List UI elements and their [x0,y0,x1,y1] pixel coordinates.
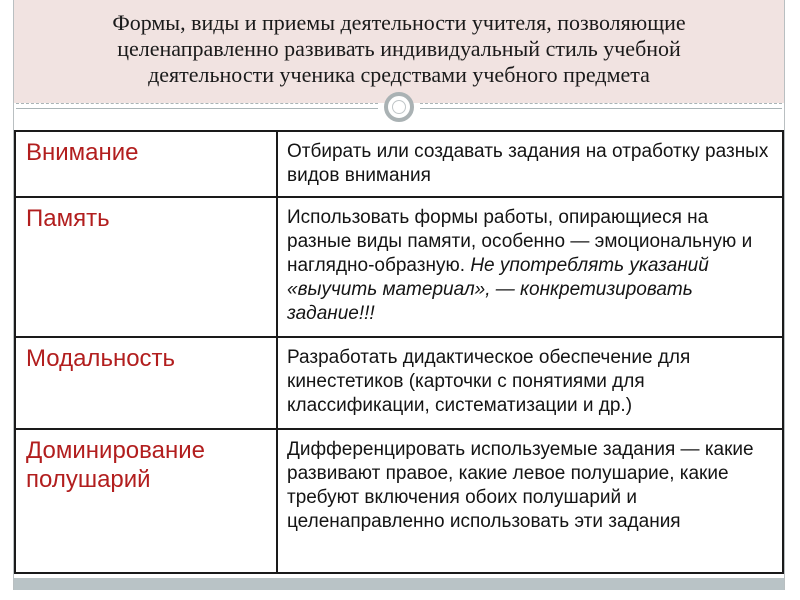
row-term: Модальность [15,337,277,429]
row-text-italic: Не употреблять указаний «выучить материал», — конкретизировать задание!!! [287,255,709,324]
row-text: Дифференцировать используемые задания — какие развивают правое, какие левое полушарие, какие требуют включения обоих полушарий и целенаправленно использовать эти задания [287,439,754,532]
row-term: Доминирование полушарий [15,429,277,573]
table-row [15,131,783,197]
slide-title [14,10,784,88]
title-line-3: деятельности ученика средствами учебного предмета [148,62,650,87]
content-table [14,130,784,574]
title-line-1: Формы, виды и приемы деятельности учителя, позволяющие [112,10,686,35]
table-row [15,337,783,429]
row-term: Память [15,197,277,337]
divider-line-right [420,103,782,109]
row-text: Использовать формы работы, опирающиеся на разные виды памяти, особенно — эмоциональную и наглядно-образную. [287,207,753,276]
divider-line-left [16,103,378,109]
row-description [277,197,783,337]
bottom-accent-bar [14,578,784,590]
row-description [277,337,783,429]
title-line-2: целенаправленно развивать индивидуальный стиль учебной [117,36,681,61]
table-row [15,197,783,337]
table-row [15,429,783,573]
row-text: Разработать дидактическое обеспечение для кинестетиков (карточки с понятиями для классификации, систематизации и др.) [287,347,691,416]
row-term: Внимание [15,131,277,197]
row-description [277,429,783,573]
row-description [277,131,783,197]
ring-ornament-icon [384,92,414,122]
row-text: Отбирать или создавать задания на отработку разных видов внимания [287,141,769,186]
